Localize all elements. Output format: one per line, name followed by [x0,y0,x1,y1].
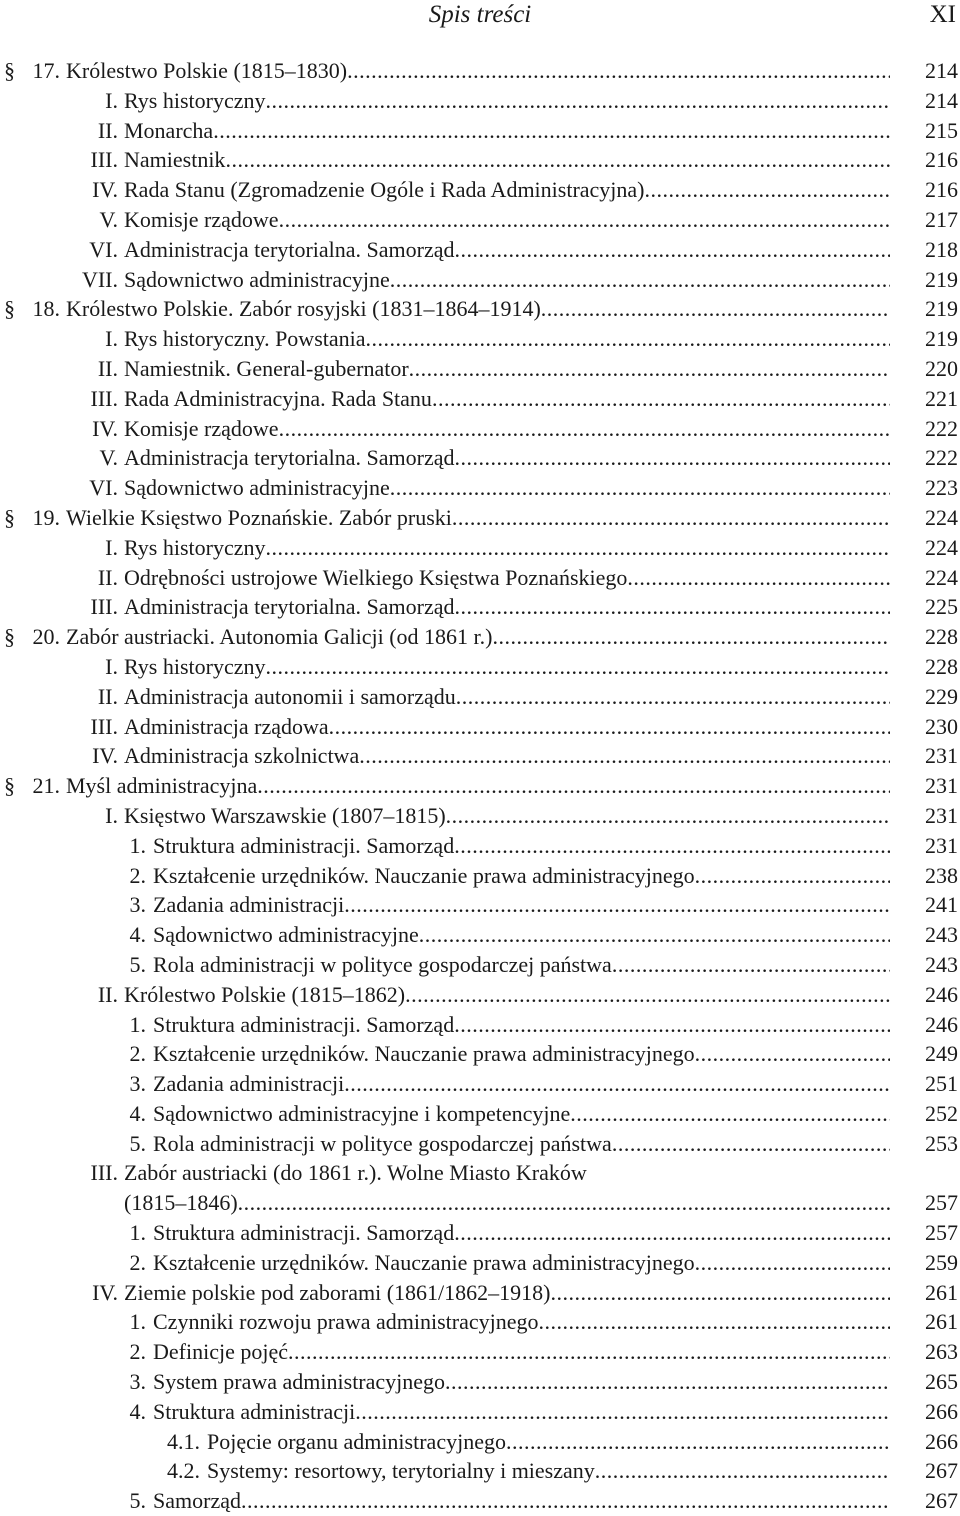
toc-entry-number: III. [90,147,118,173]
dot-leader [347,56,890,86]
dot-leader [445,1367,890,1397]
toc-entry-page: 228 [925,653,958,679]
toc-entry [0,443,960,473]
dot-leader [452,503,890,533]
toc-entry [0,1278,960,1308]
dot-leader [366,324,890,354]
dot-leader [390,473,890,503]
dot-leader [612,950,890,980]
toc-entry-page: 222 [925,415,958,441]
dot-leader [266,533,891,563]
dot-leader [539,1307,890,1337]
toc-entry-title: (1815–1846) [124,1190,238,1216]
toc-entry-page: 224 [925,534,958,560]
toc-entry-number: 4. [129,1100,146,1126]
toc-entry-page: 225 [925,594,958,620]
dot-leader [455,592,891,622]
toc-entry-title: Kształcenie urzędników. Nauczanie prawa administracyjnego [153,862,695,888]
toc-entry-number: V. [99,206,118,232]
dot-leader [627,563,890,593]
toc-entry-number: I. [105,534,118,560]
toc-entry-page: 238 [925,862,958,888]
toc-entry-number: VII. [81,266,118,292]
toc-entry-title: Sądownictwo administracyjne i kompetencyjne [153,1100,571,1126]
toc-entry-title: Myśl administracyjna [66,773,258,799]
toc-entry-title: Kształcenie urzędników. Nauczanie prawa administracyjnego [153,1041,695,1067]
toc-entry-number: I. [105,653,118,679]
toc-entry-title: Namiestnik [124,147,226,173]
toc-entry [0,563,960,593]
toc-entry-page: 231 [925,832,958,858]
dot-leader [612,1129,890,1159]
toc-entry-number: II. [97,564,118,590]
toc-entry-number: IV. [92,415,118,441]
section-symbol: § [4,504,15,530]
toc-entry-number: 4. [129,1398,146,1424]
toc-entry-number: 5. [129,1130,146,1156]
toc-entry-title: Odrębności ustrojowe Wielkiego Księstwa Poznańskiego [124,564,628,590]
toc-entry-title: Struktura administracji. Samorząd [153,1220,455,1246]
toc-entry [0,1427,960,1457]
toc-entry [0,592,960,622]
toc-entry-page: 216 [925,147,958,173]
toc-entry-page: 267 [925,1458,958,1484]
toc-entry-title: Komisje rządowe [124,415,279,441]
toc-entry [0,861,960,891]
toc-entry [0,920,960,950]
toc-entry-title: Struktura administracji [153,1398,356,1424]
toc-entry-title: Sądownictwo administracyjne [124,266,390,292]
toc-entry-title: Rada Administracyjna. Rada Stanu [124,385,432,411]
toc-entry-page: 249 [925,1041,958,1067]
toc-entry-page: 257 [925,1220,958,1246]
toc-entry-page: 253 [925,1130,958,1156]
toc-entry-page: 265 [925,1369,958,1395]
dot-leader [454,831,890,861]
toc-entry-title: Zabór austriacki. Autonomia Galicji (od 1861 r.) [66,624,493,650]
toc-entry [0,1099,960,1129]
toc-entry-page: 224 [925,504,958,530]
toc-entry-number: 3. [129,1369,146,1395]
dot-leader [238,1188,890,1218]
toc-entry [0,1218,960,1248]
toc-entry-number: III. [90,713,118,739]
dot-leader [595,1456,890,1486]
dot-leader [541,294,890,324]
toc-entry-number: IV. [92,177,118,203]
dot-leader [456,682,890,712]
dot-leader [506,1427,890,1457]
toc-entry-title: Administracja rządowa [124,713,329,739]
toc-entry-number: 1. [129,832,146,858]
toc-entry-number: 1. [129,1011,146,1037]
toc-entry [0,1039,960,1069]
toc-entry [0,1307,960,1337]
toc-entry [0,1158,960,1188]
running-title: Spis treści [428,1,532,28]
toc-entry-page: 243 [925,951,958,977]
toc-entry-title: Rada Stanu (Zgromadzenie Ogóle i Rada Administracyjna) [124,177,645,203]
toc-entry [0,771,960,801]
toc-entry-number: 2. [129,1339,146,1365]
toc-entry-number: 3. [129,892,146,918]
toc-entry-title: Rola administracji w polityce gospodarczej państwa [153,1130,612,1156]
toc-entry [0,294,960,324]
section-symbol: § [4,624,15,650]
toc-entry-page: 266 [925,1428,958,1454]
toc-entry-number: 2. [129,1249,146,1275]
page-number: XI [929,1,956,28]
toc-entry-page: 223 [925,475,958,501]
dot-leader [455,443,891,473]
toc-entry-number: II. [97,117,118,143]
toc-entry-page: 221 [925,385,958,411]
dot-leader [695,1248,890,1278]
dot-leader [405,980,890,1010]
toc-entry [0,831,960,861]
toc-entry-title: Systemy: resortowy, terytorialny i mieszany [207,1458,595,1484]
toc-entry-title: Komisje rządowe [124,206,279,232]
toc-entry-number: 4.1. [167,1428,200,1454]
toc-entry-title: Struktura administracji. Samorząd [153,832,455,858]
dot-leader [446,801,890,831]
toc-entry [0,235,960,265]
toc-entry-page: 251 [925,1071,958,1097]
toc-entry-page: 219 [925,266,958,292]
toc-entry-page: 219 [925,326,958,352]
toc-entry-number: 2. [129,1041,146,1067]
dot-leader [266,652,891,682]
toc-entry-title: Rys historyczny [124,534,266,560]
toc-entry [0,1129,960,1159]
dot-leader [695,861,890,891]
toc-entry [0,1010,960,1040]
toc-entry [0,324,960,354]
dot-leader [492,622,890,652]
toc-entry-title: Sądownictwo administracyjne [153,922,419,948]
toc-entry-number: II. [97,683,118,709]
toc-entry-number: 21. [32,773,60,799]
dot-leader [344,890,890,920]
toc-entry-page: 217 [925,206,958,232]
dot-leader [288,1337,890,1367]
toc-entry-title: Królestwo Polskie. Zabór rosyjski (1831–1864–1914) [66,296,541,322]
toc-entry-page: 216 [925,177,958,203]
toc-entry-title: Administracja terytorialna. Samorząd [124,594,455,620]
toc-entry [0,1367,960,1397]
toc-entry-title: Zadania administracji [153,892,345,918]
dot-leader [213,116,890,146]
toc-entry-title: Struktura administracji. Samorząd [153,1011,455,1037]
toc-entry-title: Czynniki rozwoju prawa administracyjnego [153,1309,539,1335]
toc-entry-page: 220 [925,355,958,381]
table-of-contents [0,56,960,1516]
toc-entry-number: I. [105,326,118,352]
toc-entry-page: 243 [925,922,958,948]
toc-entry [0,354,960,384]
toc-entry-number: 17. [32,58,60,83]
toc-entry-number: 4. [129,922,146,948]
toc-entry-number: VI. [89,236,118,262]
toc-entry-number: 19. [32,504,60,530]
toc-entry [0,801,960,831]
toc-entry-page: 261 [925,1309,958,1335]
dot-leader [266,86,891,116]
toc-entry-page: 266 [925,1398,958,1424]
toc-entry-title: Pojęcie organu administracyjnego [207,1428,506,1454]
toc-entry-title: Rys historyczny. Powstania [124,326,366,352]
dot-leader [344,1069,890,1099]
toc-entry-title: Wielkie Księstwo Poznańskie. Zabór pruski [66,504,452,530]
toc-entry-title: Zadania administracji [153,1071,345,1097]
toc-entry-number: 3. [129,1071,146,1097]
toc-entry-title: Rys historyczny [124,87,266,113]
toc-entry-title: Sądownictwo administracyjne [124,475,390,501]
toc-entry [0,950,960,980]
toc-entry [0,145,960,175]
toc-entry-number: IV. [92,1279,118,1305]
toc-entry-page: 228 [925,624,958,650]
toc-entry-title: Administracja terytorialna. Samorząd [124,236,455,262]
toc-entry-number: 1. [129,1220,146,1246]
toc-entry-title: Ziemie polskie pod zaborami (1861/1862–1918) [124,1279,551,1305]
dot-leader [570,1099,890,1129]
section-symbol: § [4,296,15,322]
dot-leader [455,235,891,265]
section-symbol: § [4,58,15,83]
toc-entry [0,503,960,533]
toc-entry [0,980,960,1010]
dot-leader [359,741,890,771]
toc-entry-page: 252 [925,1100,958,1126]
toc-entry [0,741,960,771]
toc-entry [0,712,960,742]
toc-entry-page: 246 [925,1011,958,1037]
dot-leader [279,205,890,235]
toc-entry-number: 4.2. [167,1458,200,1484]
toc-entry-number: I. [105,87,118,113]
toc-entry-number: 18. [32,296,60,322]
page-header [0,0,960,32]
dot-leader [257,771,890,801]
toc-entry [0,56,960,86]
dot-leader [454,1010,890,1040]
toc-entry-title: Samorząd [153,1488,241,1514]
dot-leader [329,712,890,742]
toc-entry-title: Księstwo Warszawskie (1807–1815) [124,802,446,828]
toc-entry [0,682,960,712]
dot-leader [279,414,890,444]
toc-entry-title: Królestwo Polskie (1815–1830) [66,58,348,83]
toc-entry-title: Zabór austriacki (do 1861 r.). Wolne Miasto Kraków [124,1160,587,1186]
toc-entry [0,622,960,652]
toc-entry [0,175,960,205]
toc-entry [0,890,960,920]
toc-entry-number: 5. [129,1488,146,1514]
toc-entry-page: 230 [925,713,958,739]
toc-entry-number: III. [90,1160,118,1186]
toc-entry-page: 229 [925,683,958,709]
toc-entry [0,86,960,116]
toc-entry [0,652,960,682]
dot-leader [695,1039,890,1069]
toc-entry-page: 231 [925,802,958,828]
toc-entry [0,384,960,414]
toc-entry-page: 231 [925,743,958,769]
dot-leader [432,384,890,414]
toc-entry-page: 259 [925,1249,958,1275]
toc-entry-page: 215 [925,117,958,143]
toc-entry-number: 1. [129,1309,146,1335]
section-symbol: § [4,773,15,799]
dot-leader [419,920,890,950]
toc-entry-page: 218 [925,236,958,262]
toc-entry-title: System prawa administracyjnego [153,1369,446,1395]
toc-entry-number: III. [90,385,118,411]
dot-leader [225,145,890,175]
toc-entry-number: I. [105,802,118,828]
dot-leader [390,265,890,295]
toc-entry [0,533,960,563]
toc-entry-title: Administracja szkolnictwa [124,743,360,769]
toc-entry-title: Monarcha [124,117,214,143]
toc-entry-page: 257 [925,1190,958,1216]
toc-entry-page: 224 [925,564,958,590]
toc-entry-page: 241 [925,892,958,918]
toc-entry-number: 2. [129,862,146,888]
toc-entry [0,1069,960,1099]
dot-leader [454,1218,890,1248]
dot-leader [409,354,890,384]
toc-entry [0,1248,960,1278]
dot-leader [550,1278,890,1308]
toc-entry [0,414,960,444]
dot-leader [355,1397,890,1427]
toc-entry-page: 267 [925,1488,958,1514]
toc-entry-title: Definicje pojęć [153,1339,288,1365]
dot-leader [645,175,890,205]
toc-entry-page: 261 [925,1279,958,1305]
toc-entry-number: II. [97,355,118,381]
toc-entry-page: 219 [925,296,958,322]
toc-entry-number: IV. [92,743,118,769]
toc-entry [0,473,960,503]
toc-entry [0,265,960,295]
toc-entry-page: 222 [925,445,958,471]
toc-entry-title: Namiestnik. General-gubernator [124,355,409,381]
toc-entry-number: V. [99,445,118,471]
toc-entry-number: 5. [129,951,146,977]
toc-entry-page: 214 [925,58,958,83]
toc-entry-title: Kształcenie urzędników. Nauczanie prawa administracyjnego [153,1249,695,1275]
toc-entry-title: Administracja autonomii i samorządu [124,683,456,709]
toc-entry-number: 20. [32,624,60,650]
toc-entry [0,1456,960,1486]
toc-entry-page: 231 [925,773,958,799]
toc-entry [0,1397,960,1427]
toc-entry-page: 214 [925,87,958,113]
toc-entry-number: VI. [89,475,118,501]
toc-entry-title: Rola administracji w polityce gospodarczej państwa [153,951,612,977]
toc-entry [0,205,960,235]
toc-entry-page: 263 [925,1339,958,1365]
toc-entry-title: Administracja terytorialna. Samorząd [124,445,455,471]
toc-entry-number: II. [97,981,118,1007]
toc-entry [0,1337,960,1367]
toc-entry-title: Rys historyczny [124,653,266,679]
toc-entry-page: 246 [925,981,958,1007]
toc-entry-number: III. [90,594,118,620]
toc-entry [0,1188,960,1218]
toc-entry-title: Królestwo Polskie (1815–1862) [124,981,406,1007]
toc-entry [0,116,960,146]
